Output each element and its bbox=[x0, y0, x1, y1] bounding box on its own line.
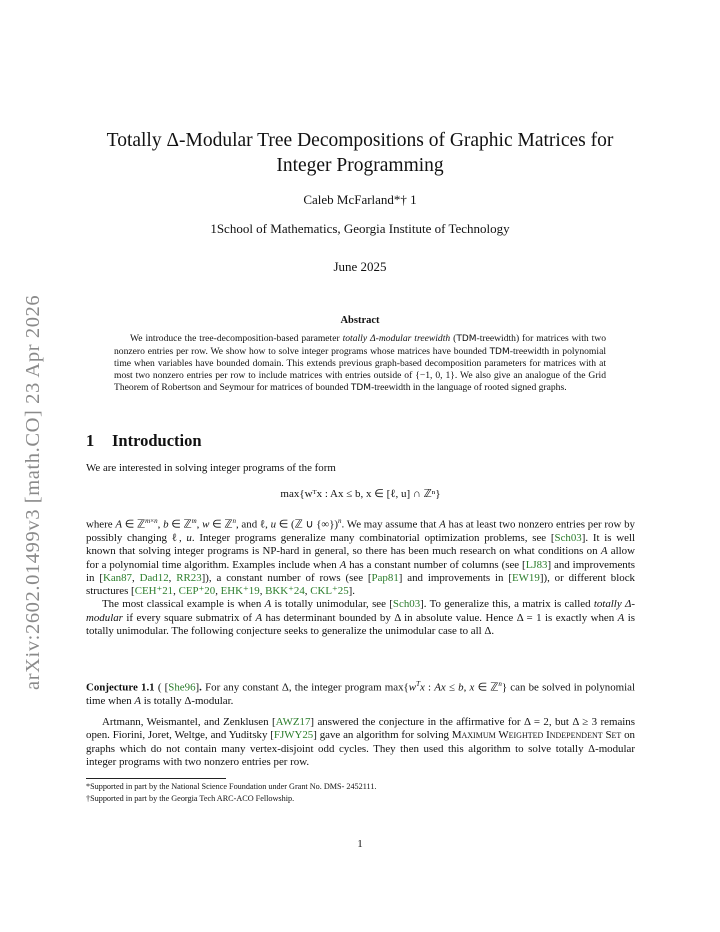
citation-link[interactable]: BKK⁺24 bbox=[265, 585, 305, 598]
citation-link[interactable]: Kan87 bbox=[102, 571, 133, 584]
section-heading bbox=[86, 431, 202, 451]
citation-link[interactable]: Dad12 bbox=[139, 571, 169, 584]
title-line-2: Integer Programming bbox=[276, 155, 444, 176]
abstract-heading: Abstract bbox=[340, 315, 380, 326]
citation-link[interactable]: LJ83 bbox=[525, 558, 548, 571]
affiliation: 1School of Mathematics, Georgia Institute of Technology bbox=[210, 221, 510, 236]
citation-link[interactable]: AWZ17 bbox=[275, 716, 311, 728]
conjecture-label: Conjecture 1.1 bbox=[86, 681, 155, 694]
arxiv-stamp: arXiv:2602.01499v3 [math.CO] 23 Apr 2026 bbox=[22, 294, 44, 690]
citation-link[interactable]: Sch03 bbox=[554, 531, 582, 544]
section-number: 1 bbox=[86, 431, 95, 450]
citation-link[interactable]: Sch03 bbox=[392, 598, 421, 611]
citation-link[interactable]: EHK⁺19 bbox=[220, 585, 260, 598]
conjecture: Conjecture 1.1 ( [She96]. For any constant Δ, the integer program $\max\{w^Tx$ : Ax ≤ b, x ∈ ℤ$^n$} can be solved in polynomial time when A is totally Δ-modular. bbox=[86, 680, 636, 707]
footnote-2: †Supported in part by the Georgia Tech ARC-ACO Fellowship. bbox=[86, 794, 295, 803]
footnote-rule bbox=[86, 778, 226, 779]
author: Caleb McFarland*† 1 bbox=[303, 192, 417, 207]
citation-link[interactable]: EW19 bbox=[512, 571, 540, 584]
page-number: 1 bbox=[357, 838, 363, 850]
citation-link[interactable]: She96 bbox=[168, 681, 196, 694]
citation-link[interactable]: CEP⁺20 bbox=[178, 585, 216, 598]
citation-link[interactable]: CKL⁺25 bbox=[310, 585, 349, 598]
citation-link[interactable]: FJWY25 bbox=[273, 729, 314, 742]
paper-title bbox=[60, 128, 660, 178]
abstract-body: We introduce the tree-decomposition-based parameter totally Δ-modular treewidth (TDM-treewidth) for matrices with two nonzero entries per row. We show how to solve integer programs whose matrices have bounded TDM-treewidth in polynomial time when variables have bounded domain. This extends previous graph-based decomposition parameters for matrices with at most two nonzero entries per row to include matrices with entries outside of {−1, 0, 1}. We also give an analogue of the Grid Theorem of Robertson and Seymour for matrices of bounded TDM-treewidth in the language of rooted signed graphs. bbox=[114, 333, 606, 393]
intro-paragraph-3: Artmann, Weismantel, and Zenklusen [AWZ17] answered the conjecture in the affirmative for Δ = 2, but Δ ≥ 3 remains open. Fiorini, Joret, Weltge, and Yuditsky [FJWY25] gave an algorithm for solving Maximum Weighted Independent Set on graphs which do not contain many vertex-disjoint odd cycles. They then used this algorithm to solve totally Δ-modular integer programs with two nonzero entries per row. bbox=[86, 716, 635, 768]
citation-link[interactable]: RR23 bbox=[176, 571, 202, 584]
section-title: Introduction bbox=[112, 431, 202, 450]
citation-link[interactable]: Pap81 bbox=[371, 571, 399, 584]
title-line-1: Totally Δ-Modular Tree Decompositions of Graphic Matrices for bbox=[106, 130, 614, 151]
display-equation: max{wᵀx : Ax ≤ b, x ∈ [ℓ, u] ∩ ℤⁿ} bbox=[280, 488, 441, 500]
intro-paragraph-2: where A ∈ ℤ$^{m\times n}$, b ∈ ℤ$^m$, w ∈ ℤ$^n$, and ℓ, u ∈ (ℤ ∪ {∞})$^n$. We may assume that A has at least two nonzero entries per row by possibly changing ℓ, u. Integer programs generalize many combinatorial optimization problems, see [Sch03]. It is well known that solving integer programs is NP-hard in general, so there has been much research on what conditions on A allow for a polynomial time algorithm. Examples include when A has a constant number of columns (see [LJ83] and improvements in [Kan87, Dad12, RR23]), a constant number of rows (see [Pap81] and improvements in [EW19]), or different block structures [CEH⁺21, CEP⁺20, EHK⁺19, BKK⁺24, CKL⁺25]. The most classical example is when A is totally unimodular, see [Sch03]. To generalize this, a matrix is called totally Δ-modular if every square submatrix of A has determinant bounded by Δ in absolute value. Hence Δ = 1 is exactly when A is totally unimodular. The following conjecture seeks to generalize the unimodular case to all Δ. bbox=[86, 517, 635, 637]
footnote-1: *Supported in part by the National Science Foundation under Grant No. DMS- 2452111. bbox=[86, 782, 377, 791]
intro-paragraph-1: We are interested in solving integer programs of the form bbox=[86, 462, 336, 474]
date: June 2025 bbox=[333, 259, 387, 274]
citation-link[interactable]: CEH⁺21 bbox=[134, 585, 174, 598]
